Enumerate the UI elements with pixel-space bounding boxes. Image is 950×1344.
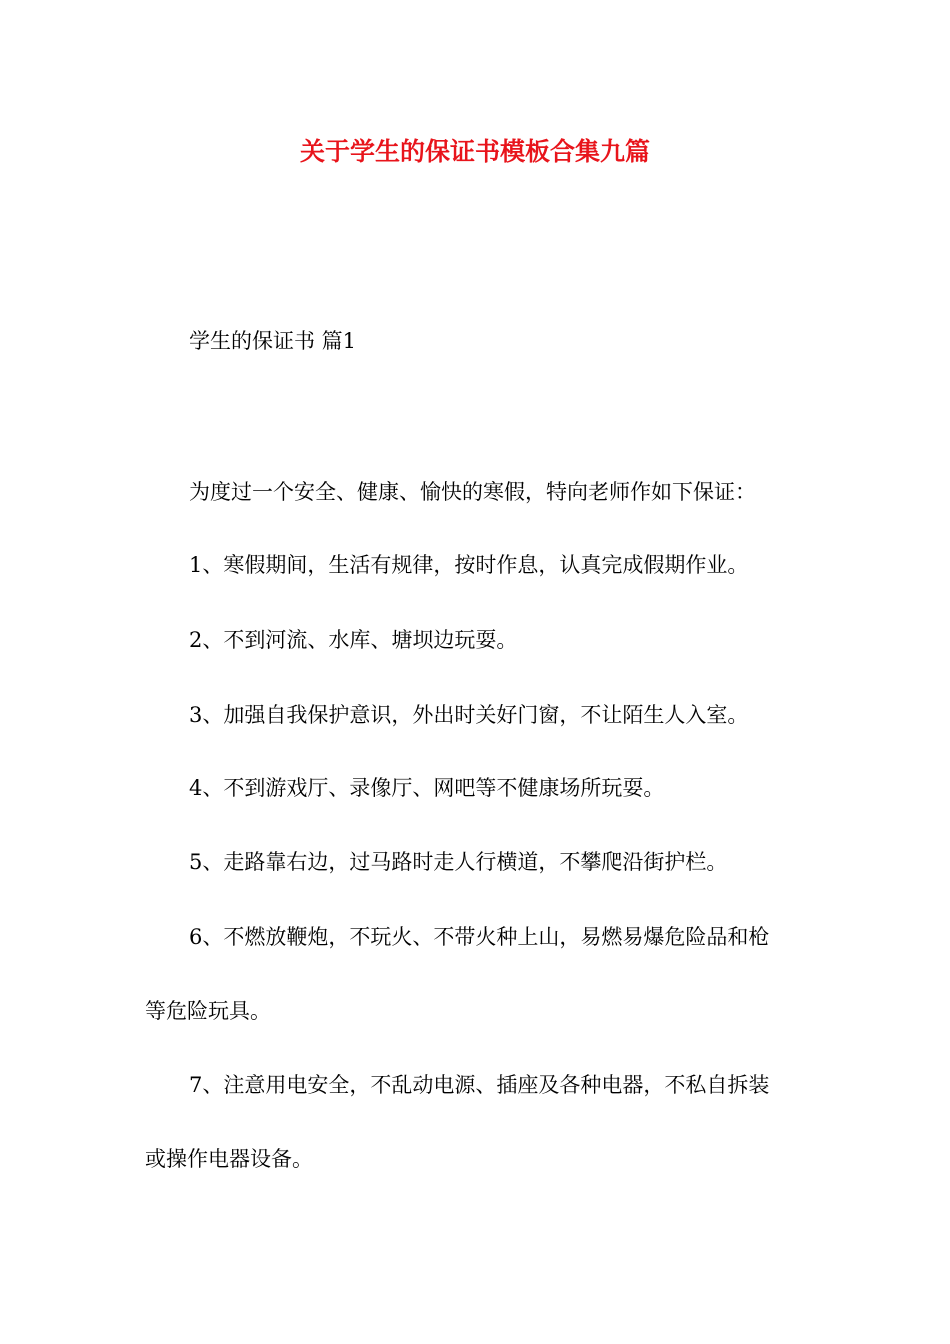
list-item-continuation: 等危险玩具。 bbox=[145, 999, 271, 1023]
list-item: 7、注意用电安全，不乱动电源、插座及各种电器，不私自拆装 bbox=[189, 1073, 770, 1097]
list-item: 1、寒假期间，生活有规律，按时作息，认真完成假期作业。 bbox=[189, 553, 749, 577]
list-item-continuation: 或操作电器设备。 bbox=[145, 1147, 313, 1171]
list-item: 2、不到河流、水库、塘坝边玩耍。 bbox=[189, 628, 518, 652]
list-item: 5、走路靠右边，过马路时走人行横道，不攀爬沿街护栏。 bbox=[189, 850, 728, 874]
section-heading: 学生的保证书 篇1 bbox=[189, 329, 357, 353]
document-title: 关于学生的保证书模板合集九篇 bbox=[299, 137, 650, 166]
list-item: 6、不燃放鞭炮，不玩火、不带火种上山，易燃易爆危险品和枪 bbox=[189, 925, 770, 949]
list-item: 3、加强自我保护意识，外出时关好门窗，不让陌生人入室。 bbox=[189, 703, 749, 727]
intro-paragraph: 为度过一个安全、健康、愉快的寒假，特向老师作如下保证： bbox=[189, 480, 756, 504]
list-item: 4、不到游戏厅、录像厅、网吧等不健康场所玩耍。 bbox=[189, 776, 665, 800]
